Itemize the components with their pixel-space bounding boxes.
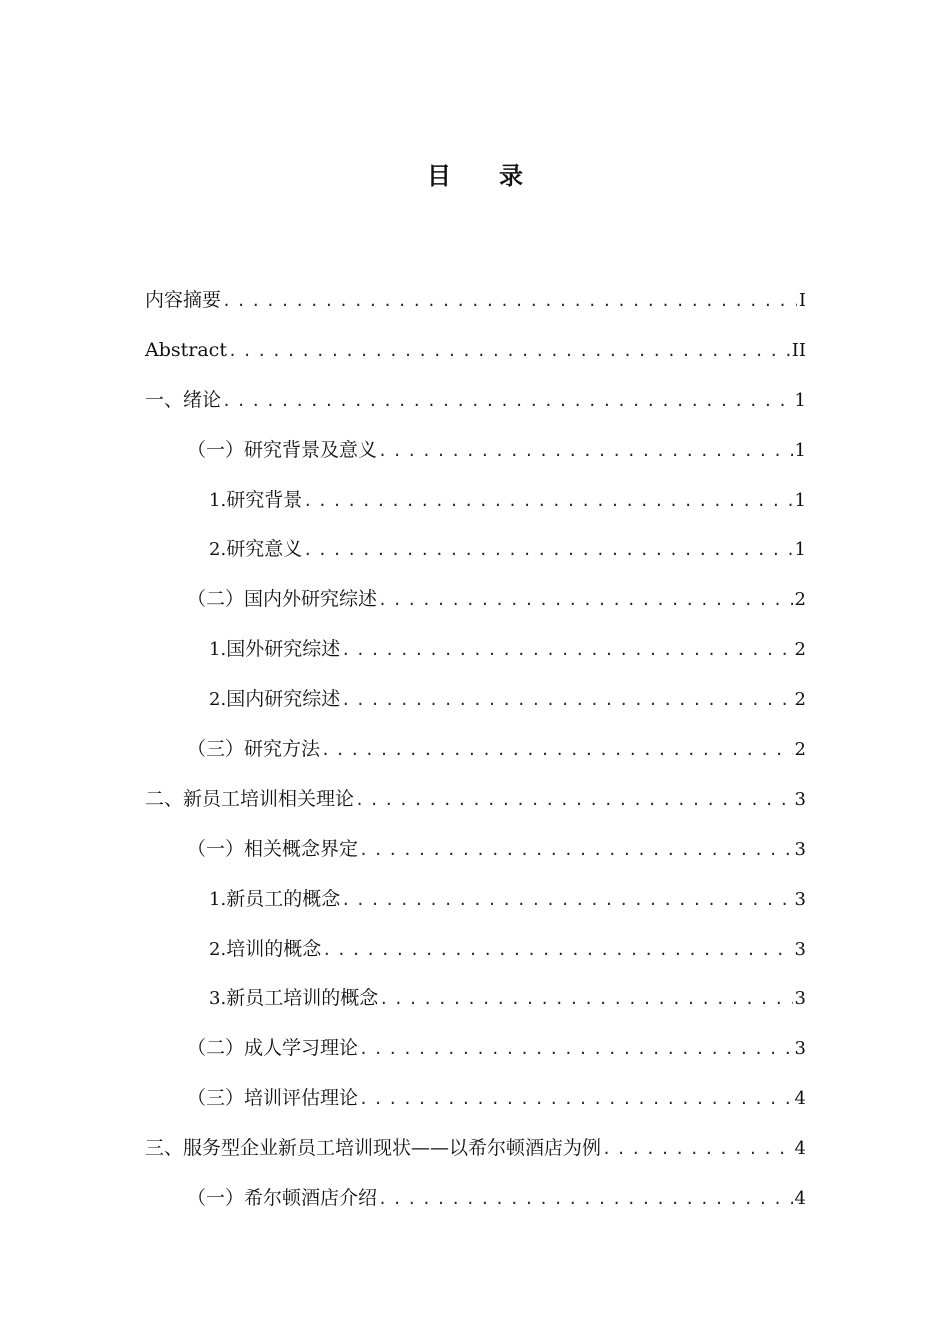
dot-leader (228, 327, 790, 377)
toc-entry-label: 三、服务型企业新员工培训现状——以希尔顿酒店为例 (145, 1137, 602, 1160)
toc-entry-label: 新员工的概念 (226, 887, 341, 910)
toc-entry-page-number: I (798, 290, 806, 311)
toc-entry-page-number: 4 (794, 1138, 806, 1160)
toc-entry[interactable] (145, 476, 806, 526)
toc-entry[interactable] (145, 875, 806, 925)
dot-leader (303, 526, 792, 576)
dot-leader (341, 676, 792, 726)
dot-leader (602, 1125, 793, 1175)
toc-entry-label: 研究意义 (226, 538, 303, 561)
toc-entry-page-number: 3 (794, 888, 806, 910)
toc-entry[interactable] (145, 675, 806, 725)
toc-entry-page-number: 1 (794, 439, 806, 461)
toc-entry-label: 研究背景 (226, 488, 303, 511)
toc-entry[interactable] (145, 426, 806, 476)
toc-entry[interactable] (145, 825, 806, 875)
toc-entry-page-number: 1 (794, 539, 806, 561)
toc-entry-page-number: 2 (794, 639, 806, 661)
toc-entry-number: 2. (209, 938, 227, 960)
toc-list (145, 276, 806, 1224)
toc-entry-number: 1. (209, 639, 227, 661)
toc-entry[interactable] (145, 276, 806, 326)
toc-entry[interactable] (145, 974, 806, 1024)
toc-entry[interactable] (145, 1174, 806, 1224)
toc-entry[interactable] (145, 525, 806, 575)
dot-leader (378, 427, 793, 477)
toc-entry-page-number: 3 (794, 938, 806, 960)
toc-entry[interactable] (145, 1124, 806, 1174)
toc-entry-number: 2. (209, 539, 227, 561)
dot-leader (321, 726, 793, 776)
toc-entry-page-number: 3 (794, 788, 806, 810)
dot-leader (359, 1025, 793, 1075)
toc-title (0, 158, 950, 194)
toc-entry-number: 3. (209, 988, 227, 1010)
toc-entry-page-number: 2 (794, 689, 806, 711)
toc-entry-page-number: 2 (794, 739, 806, 761)
dot-leader (222, 377, 793, 427)
dot-leader (378, 1175, 793, 1225)
toc-entry-page-number: 3 (794, 838, 806, 860)
dot-leader (379, 975, 792, 1025)
dot-leader (222, 277, 797, 327)
dot-leader (355, 776, 793, 826)
dot-leader (359, 826, 793, 876)
toc-entry-page-number: 3 (794, 988, 806, 1010)
toc-entry[interactable] (145, 725, 806, 775)
toc-entry-label: 国外研究综述 (226, 638, 341, 661)
toc-entry-page-number: 2 (794, 589, 806, 611)
toc-entry-label: （一）相关概念界定 (187, 837, 359, 860)
toc-entry-number: 2. (209, 689, 227, 711)
toc-entry-label: （一）研究背景及意义 (187, 438, 378, 461)
dot-leader (341, 876, 792, 926)
toc-entry-label: （一）希尔顿酒店介绍 (187, 1187, 378, 1210)
dot-leader (359, 1075, 793, 1125)
toc-entry-label: （三）培训评估理论 (187, 1087, 359, 1110)
toc-entry[interactable] (145, 575, 806, 625)
dot-leader (378, 576, 793, 626)
toc-entry-label: 一、绪论 (145, 388, 222, 411)
toc-entry-label: 国内研究综述 (226, 688, 341, 711)
toc-entry-label: （二）国内外研究综述 (187, 588, 378, 611)
dot-leader (341, 626, 792, 676)
toc-title-char-2: 录 (499, 162, 523, 190)
toc-entry-page-number: 1 (794, 489, 806, 511)
toc-entry-label: 二、新员工培训相关理论 (145, 787, 355, 810)
toc-entry[interactable] (145, 625, 806, 675)
toc-entry-page-number: 3 (794, 1038, 806, 1060)
toc-entry-page-number: 4 (794, 1188, 806, 1210)
toc-title-char-1: 目 (427, 162, 451, 190)
toc-entry[interactable] (145, 925, 806, 975)
toc-entry-label: （三）研究方法 (187, 738, 321, 761)
toc-entry[interactable] (145, 326, 806, 376)
toc-entry-page-number: 1 (794, 389, 806, 411)
toc-entry-label: Abstract (145, 338, 227, 361)
dot-leader (303, 477, 792, 527)
toc-entry[interactable] (145, 1074, 806, 1124)
toc-entry-label: （二）成人学习理论 (187, 1037, 359, 1060)
toc-entry[interactable] (145, 376, 806, 426)
toc-entry-label: 培训的概念 (226, 937, 322, 960)
toc-entry-page-number: II (791, 339, 806, 361)
toc-entry-page-number: 4 (794, 1088, 806, 1110)
toc-entry-number: 1. (209, 489, 227, 511)
toc-entry-number: 1. (209, 888, 227, 910)
toc-entry[interactable] (145, 1024, 806, 1074)
toc-entry[interactable] (145, 775, 806, 825)
toc-entry-label: 新员工培训的概念 (226, 987, 379, 1010)
toc-entry-label: 内容摘要 (145, 289, 222, 311)
dot-leader (322, 926, 792, 976)
